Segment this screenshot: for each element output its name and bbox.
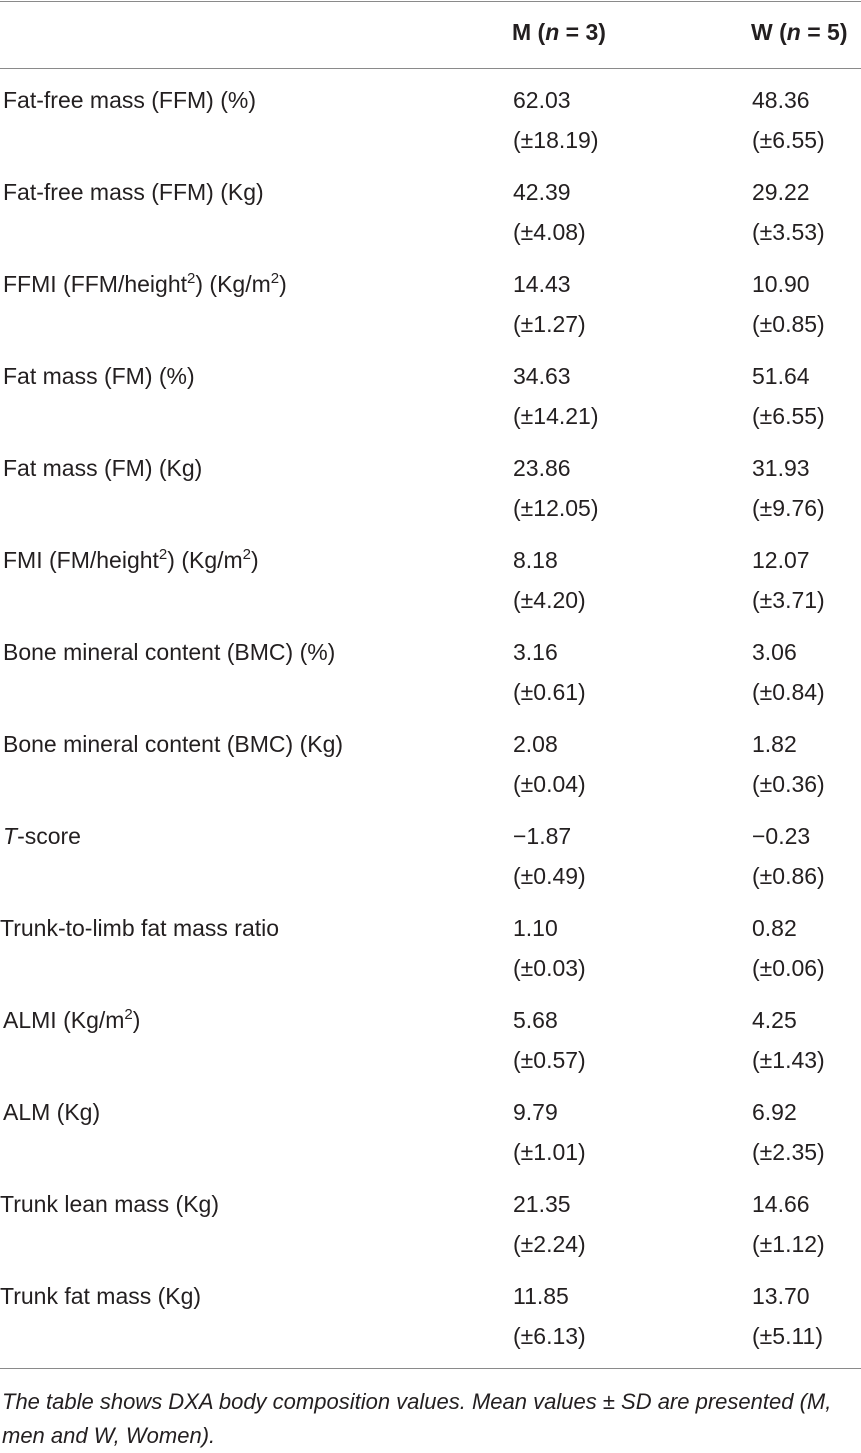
sd-value: (±0.84): [752, 679, 825, 705]
mean-value: 3.06: [752, 639, 797, 665]
sd-value: (±4.08): [513, 219, 586, 245]
mean-value: 4.25: [752, 1007, 797, 1033]
cell-women: [752, 540, 825, 620]
row-label: Fat mass (FM) (%): [3, 363, 195, 389]
label-part: ): [251, 547, 259, 573]
cell-men: [513, 1000, 586, 1080]
cell-men: [513, 1184, 586, 1264]
sd-value: (±9.76): [752, 495, 825, 521]
cell-men: [513, 356, 599, 436]
label-part: -score: [17, 823, 81, 849]
label-italic-part: T: [3, 823, 18, 849]
sd-value: (±0.03): [513, 955, 586, 981]
sd-value: (±18.19): [513, 127, 599, 153]
table-row: [0, 264, 861, 356]
table-row: [0, 632, 861, 724]
superscript: 2: [187, 270, 196, 287]
superscript: 2: [124, 1006, 133, 1023]
table-bottom-rule: [0, 1368, 861, 1369]
mean-value: 29.22: [752, 179, 810, 205]
table-row: [0, 724, 861, 816]
mean-value: 14.66: [752, 1191, 810, 1217]
cell-women: [752, 908, 825, 988]
table-header-rule: [0, 68, 861, 69]
cell-women: [752, 1000, 825, 1080]
sd-value: (±14.21): [513, 403, 599, 429]
sd-value: (±1.12): [752, 1231, 825, 1257]
sd-value: (±3.53): [752, 219, 825, 245]
mean-value: 23.86: [513, 455, 571, 481]
header-w-suffix: = 5): [800, 19, 848, 45]
table-row: [0, 448, 861, 540]
table-row: [0, 908, 861, 1000]
mean-value: 1.82: [752, 731, 797, 757]
cell-women: [752, 172, 825, 252]
mean-value: 48.36: [752, 87, 810, 113]
header-w-n: n: [786, 19, 801, 45]
cell-men: [513, 1092, 586, 1172]
header-w-prefix: W (: [751, 19, 787, 45]
cell-women: [752, 1092, 825, 1172]
mean-value: 21.35: [513, 1191, 571, 1217]
mean-value: 0.82: [752, 915, 797, 941]
table-row: [0, 1184, 861, 1276]
sd-value: (±0.85): [752, 311, 825, 337]
mean-value: 6.92: [752, 1099, 797, 1125]
cell-men: [513, 724, 586, 804]
sd-value: (±6.55): [752, 127, 825, 153]
row-label: ALM (Kg): [3, 1099, 101, 1125]
cell-women: [752, 264, 825, 344]
table-row: [0, 540, 861, 632]
cell-women: [752, 816, 825, 896]
sd-value: (±0.49): [513, 863, 586, 889]
sd-value: (±12.05): [513, 495, 599, 521]
cell-women: [752, 80, 825, 160]
row-label: Fat-free mass (FFM) (%): [3, 87, 256, 113]
cell-men: [513, 172, 586, 252]
label-part: ): [279, 271, 287, 297]
sd-value: (±2.24): [513, 1231, 586, 1257]
sd-value: (±0.57): [513, 1047, 586, 1073]
sd-value: (±4.20): [513, 587, 586, 613]
cell-women: [752, 632, 825, 712]
table-row: [0, 80, 861, 172]
mean-value: 34.63: [513, 363, 571, 389]
row-label: [3, 1006, 140, 1034]
row-label: Fat mass (FM) (Kg): [3, 455, 203, 481]
cell-women: [752, 448, 825, 528]
row-label: [3, 546, 259, 574]
sd-value: (±1.01): [513, 1139, 586, 1165]
row-label: Bone mineral content (BMC) (%): [3, 639, 336, 665]
mean-value: 12.07: [752, 547, 810, 573]
table-caption: The table shows DXA body composition values. Mean values ± SD are presented (M, men and W, Women).: [2, 1389, 832, 1448]
mean-value: 10.90: [752, 271, 810, 297]
mean-value: 31.93: [752, 455, 810, 481]
mean-value: 51.64: [752, 363, 810, 389]
sd-value: (±5.11): [752, 1323, 823, 1349]
mean-value: 42.39: [513, 179, 571, 205]
cell-men: [513, 816, 586, 896]
cell-women: [752, 356, 825, 436]
column-header-men: [512, 18, 606, 46]
mean-value: 2.08: [513, 731, 558, 757]
table-row: [0, 1000, 861, 1092]
header-m-suffix: = 3): [559, 19, 606, 45]
sd-value: (±0.04): [513, 771, 586, 797]
column-header-women: [751, 18, 848, 46]
sd-value: (±0.61): [513, 679, 586, 705]
mean-value: 11.85: [513, 1283, 569, 1309]
cell-men: [513, 80, 599, 160]
row-label: Trunk fat mass (Kg): [0, 1283, 202, 1309]
table-row: [0, 816, 861, 908]
cell-men: [513, 908, 586, 988]
sd-value: (±0.86): [752, 863, 825, 889]
header-m-prefix: M (: [512, 19, 546, 45]
label-part: ): [132, 1007, 141, 1033]
sd-value: (±3.71): [752, 587, 825, 613]
mean-value: 3.16: [513, 639, 558, 665]
cell-men: [513, 448, 599, 528]
mean-value: −1.87: [513, 823, 572, 849]
mean-value: 62.03: [513, 87, 571, 113]
cell-women: [752, 1184, 825, 1264]
mean-value: 9.79: [513, 1099, 558, 1125]
table-row: [0, 172, 861, 264]
mean-value: 5.68: [513, 1007, 558, 1033]
sd-value: (±1.27): [513, 311, 586, 337]
sd-value: (±0.36): [752, 771, 825, 797]
label-part: FFMI (FFM/height: [3, 271, 188, 297]
table-row: [0, 1092, 861, 1184]
label-part: ) (Kg/m: [195, 271, 271, 297]
cell-men: [513, 632, 586, 712]
superscript: 2: [270, 270, 280, 287]
mean-value: 14.43: [513, 271, 571, 297]
label-part: ) (Kg/m: [167, 547, 243, 573]
sd-value: (±6.13): [513, 1323, 586, 1349]
mean-value: 8.18: [513, 547, 558, 573]
table-row: [0, 356, 861, 448]
row-label: [3, 822, 81, 850]
cell-women: [752, 724, 825, 804]
row-label: Trunk-to-limb fat mass ratio: [0, 915, 280, 941]
mean-value: −0.23: [752, 823, 811, 849]
sd-value: (±2.35): [752, 1139, 825, 1165]
cell-women: [752, 1276, 823, 1356]
cell-men: [513, 264, 586, 344]
superscript: 2: [242, 546, 251, 563]
table-header: [0, 0, 861, 68]
row-label: Fat-free mass (FFM) (Kg): [3, 179, 264, 205]
mean-value: 13.70: [752, 1283, 810, 1309]
header-m-n: n: [545, 19, 560, 45]
label-part: FMI (FM/height: [3, 547, 159, 573]
row-label: Trunk lean mass (Kg): [0, 1191, 219, 1217]
mean-value: 1.10: [513, 915, 558, 941]
sd-value: (±0.06): [752, 955, 825, 981]
row-label: [3, 270, 287, 298]
cell-men: [513, 540, 586, 620]
sd-value: (±6.55): [752, 403, 825, 429]
row-label: Bone mineral content (BMC) (Kg): [3, 731, 344, 757]
superscript: 2: [158, 546, 168, 563]
label-part: ALMI (Kg/m: [3, 1007, 125, 1033]
cell-men: [513, 1276, 586, 1356]
sd-value: (±1.43): [752, 1047, 825, 1073]
table-row: [0, 1276, 861, 1368]
